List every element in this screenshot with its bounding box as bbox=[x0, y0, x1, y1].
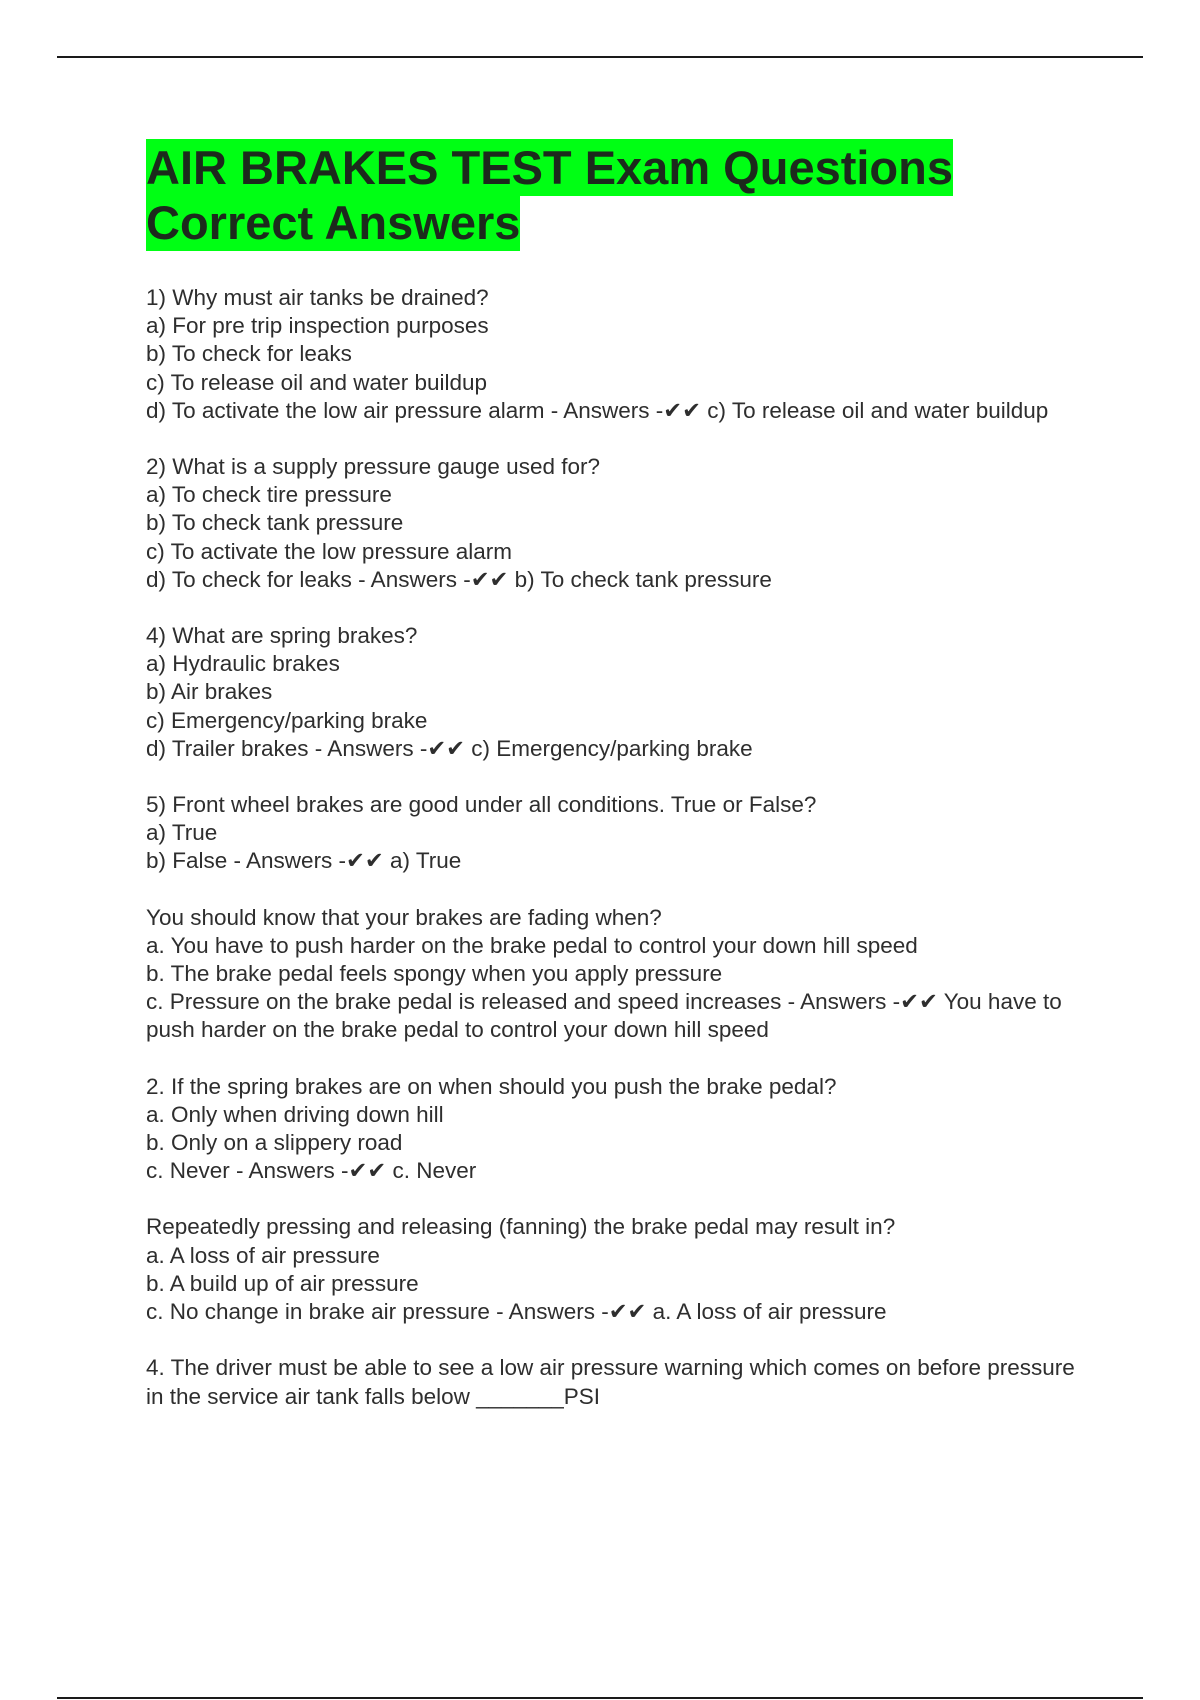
question-block-5 bbox=[146, 904, 1076, 1045]
question-text: 4) What are spring brakes? bbox=[146, 623, 418, 649]
question-text: 1) Why must air tanks be drained? bbox=[146, 285, 489, 310]
answer-option: a) Hydraulic brakes bbox=[146, 651, 340, 677]
answer-option: b) Air brakes bbox=[146, 679, 273, 705]
document-title bbox=[146, 140, 1076, 250]
answer-option: b. A build up of air pressure bbox=[146, 1270, 419, 1296]
answer-option-with-correct-answer: c. No change in brake air pressure - Answers -✔✔ a. A loss of air pressure bbox=[146, 1299, 887, 1325]
answer-option: a) To check tire pressure bbox=[146, 482, 392, 508]
footer-rule bbox=[57, 1697, 1143, 1699]
answer-option: a) True bbox=[146, 820, 218, 846]
answer-option-with-correct-answer: c. Pressure on the brake pedal is released and speed increases - Answers -✔✔ You have to push harder on the brake pedal to control your down hill speed bbox=[146, 989, 1062, 1043]
question-block-1 bbox=[146, 284, 1076, 425]
answer-option-with-correct-answer: b) False - Answers -✔✔ a) True bbox=[146, 848, 462, 874]
question-text: Repeatedly pressing and releasing (fanning) the brake pedal may result in? bbox=[146, 1214, 896, 1240]
answer-option: b. Only on a slippery road bbox=[146, 1130, 403, 1156]
answer-option: c) Emergency/parking brake bbox=[146, 707, 428, 733]
question-text: 5) Front wheel brakes are good under all conditions. True or False? bbox=[146, 792, 817, 818]
answer-option: a. Only when driving down hill bbox=[146, 1101, 444, 1127]
question-block-8 bbox=[146, 1354, 1076, 1410]
question-block-6 bbox=[146, 1073, 1076, 1186]
answer-option: a. A loss of air pressure bbox=[146, 1242, 380, 1268]
answer-option: c) To activate the low pressure alarm bbox=[146, 538, 512, 564]
answer-option: b) To check for leaks bbox=[146, 341, 352, 367]
question-text: 2. If the spring brakes are on when should you push the brake pedal? bbox=[146, 1073, 837, 1099]
answer-option: a. You have to push harder on the brake pedal to control your down hill speed bbox=[146, 932, 918, 958]
question-text: 2) What is a supply pressure gauge used for? bbox=[146, 454, 600, 480]
answer-option: c) To release oil and water buildup bbox=[146, 369, 488, 395]
question-text: You should know that your brakes are fading when? bbox=[146, 904, 662, 930]
answer-option: a) For pre trip inspection purposes bbox=[146, 313, 489, 339]
question-block-2 bbox=[146, 453, 1076, 594]
title-line-2: Correct Answers bbox=[146, 196, 521, 249]
question-block-7 bbox=[146, 1213, 1076, 1326]
answer-option-with-correct-answer: d) To check for leaks - Answers -✔✔ b) To check tank pressure bbox=[146, 566, 772, 592]
question-block-3 bbox=[146, 622, 1076, 763]
answer-option: b) To check tank pressure bbox=[146, 510, 404, 536]
question-list bbox=[146, 284, 1076, 1439]
answer-option-with-correct-answer: d) Trailer brakes - Answers -✔✔ c) Emergency/parking brake bbox=[146, 735, 753, 761]
title-line-1: AIR BRAKES TEST Exam Questions bbox=[146, 141, 953, 194]
answer-option: b. The brake pedal feels spongy when you apply pressure bbox=[146, 961, 723, 987]
answer-option-with-correct-answer: d) To activate the low air pressure alarm - Answers -✔✔ c) To release oil and water buildup bbox=[146, 397, 1049, 423]
header-rule bbox=[57, 56, 1143, 58]
question-block-4 bbox=[146, 791, 1076, 876]
answer-option-with-correct-answer: c. Never - Answers -✔✔ c. Never bbox=[146, 1158, 477, 1184]
question-text: 4. The driver must be able to see a low air pressure warning which comes on before pressure in the service air tank falls below _______PSI bbox=[146, 1355, 1075, 1409]
